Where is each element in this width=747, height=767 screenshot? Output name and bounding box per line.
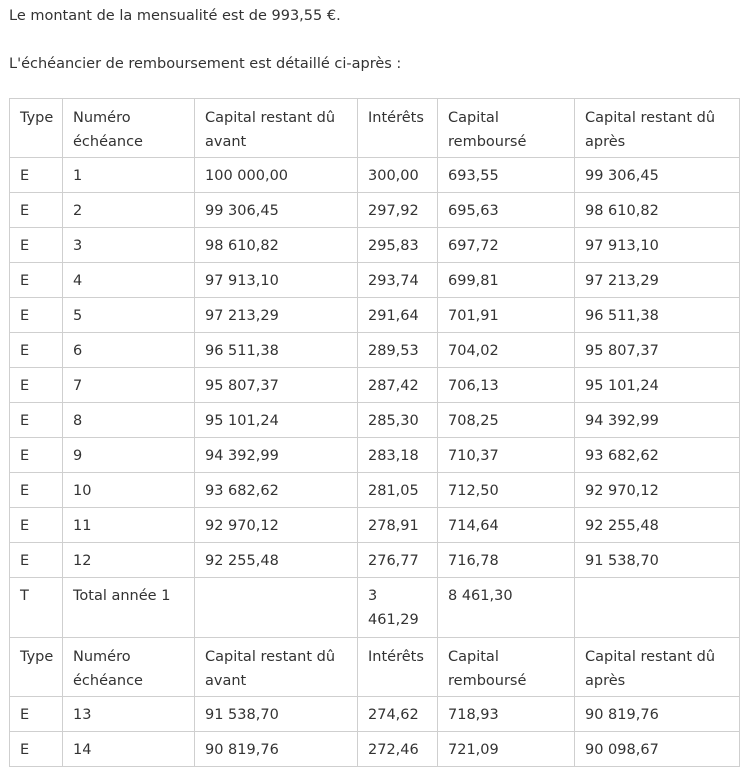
cell-capital-before: 92 255,48 xyxy=(195,543,358,578)
cell-interest: 3 461,29 xyxy=(358,578,438,638)
total-row xyxy=(10,578,740,638)
cell-interest: 274,62 xyxy=(358,697,438,732)
cell-capital-before: 94 392,99 xyxy=(195,438,358,473)
table-row xyxy=(10,158,740,193)
table-row xyxy=(10,333,740,368)
table-row xyxy=(10,298,740,333)
cell-capital-before: 96 511,38 xyxy=(195,333,358,368)
cell-installment-number: 8 xyxy=(63,403,195,438)
cell-capital-after: 90 098,67 xyxy=(575,732,740,767)
cell-installment-number: 3 xyxy=(63,228,195,263)
header-installment-number: Numéro échéance xyxy=(63,99,195,158)
cell-capital-repaid: 710,37 xyxy=(438,438,575,473)
cell-capital-before: 97 913,10 xyxy=(195,263,358,298)
cell-capital-after: 95 101,24 xyxy=(575,368,740,403)
cell-interest: 289,53 xyxy=(358,333,438,368)
cell-capital-repaid: 701,91 xyxy=(438,298,575,333)
table-header-row xyxy=(10,99,740,158)
cell-capital-after: 92 970,12 xyxy=(575,473,740,508)
cell-capital-repaid: 708,25 xyxy=(438,403,575,438)
cell-capital-after: 97 213,29 xyxy=(575,263,740,298)
header-capital-after: Capital restant dû après xyxy=(575,99,740,158)
cell-type: E xyxy=(10,438,63,473)
header-capital-before: Capital restant dû avant xyxy=(195,99,358,158)
cell-interest: 300,00 xyxy=(358,158,438,193)
header-capital-repaid: Capital remboursé xyxy=(438,638,575,697)
cell-installment-number: 12 xyxy=(63,543,195,578)
cell-capital-before: 99 306,45 xyxy=(195,193,358,228)
header-installment-number: Numéro échéance xyxy=(63,638,195,697)
cell-capital-repaid: 699,81 xyxy=(438,263,575,298)
cell-capital-before: 100 000,00 xyxy=(195,158,358,193)
cell-interest: 297,92 xyxy=(358,193,438,228)
cell-capital-repaid: 716,78 xyxy=(438,543,575,578)
table-row xyxy=(10,473,740,508)
cell-installment-number: Total année 1 xyxy=(63,578,195,638)
cell-capital-after: 98 610,82 xyxy=(575,193,740,228)
cell-capital-before xyxy=(195,578,358,638)
cell-capital-after: 94 392,99 xyxy=(575,403,740,438)
cell-capital-repaid: 706,13 xyxy=(438,368,575,403)
cell-installment-number: 7 xyxy=(63,368,195,403)
cell-installment-number: 13 xyxy=(63,697,195,732)
header-capital-repaid: Capital remboursé xyxy=(438,99,575,158)
cell-capital-repaid: 695,63 xyxy=(438,193,575,228)
table-row xyxy=(10,263,740,298)
cell-type: T xyxy=(10,578,63,638)
cell-interest: 291,64 xyxy=(358,298,438,333)
cell-capital-repaid: 697,72 xyxy=(438,228,575,263)
table-row xyxy=(10,732,740,767)
cell-type: E xyxy=(10,333,63,368)
cell-capital-after: 96 511,38 xyxy=(575,298,740,333)
cell-interest: 283,18 xyxy=(358,438,438,473)
cell-capital-repaid: 704,02 xyxy=(438,333,575,368)
header-capital-before: Capital restant dû avant xyxy=(195,638,358,697)
cell-capital-before: 95 101,24 xyxy=(195,403,358,438)
header-interest: Intérêts xyxy=(358,638,438,697)
cell-installment-number: 4 xyxy=(63,263,195,298)
cell-capital-repaid: 8 461,30 xyxy=(438,578,575,638)
cell-type: E xyxy=(10,298,63,333)
header-type: Type xyxy=(10,99,63,158)
cell-installment-number: 1 xyxy=(63,158,195,193)
cell-capital-repaid: 693,55 xyxy=(438,158,575,193)
table-row xyxy=(10,193,740,228)
cell-capital-before: 97 213,29 xyxy=(195,298,358,333)
cell-type: E xyxy=(10,193,63,228)
cell-type: E xyxy=(10,473,63,508)
table-row xyxy=(10,697,740,732)
cell-installment-number: 2 xyxy=(63,193,195,228)
cell-installment-number: 9 xyxy=(63,438,195,473)
cell-capital-after: 93 682,62 xyxy=(575,438,740,473)
table-row xyxy=(10,543,740,578)
cell-capital-before: 90 819,76 xyxy=(195,732,358,767)
cell-capital-repaid: 714,64 xyxy=(438,508,575,543)
cell-type: E xyxy=(10,732,63,767)
cell-capital-before: 93 682,62 xyxy=(195,473,358,508)
cell-type: E xyxy=(10,158,63,193)
cell-interest: 287,42 xyxy=(358,368,438,403)
cell-capital-before: 95 807,37 xyxy=(195,368,358,403)
header-interest: Intérêts xyxy=(358,99,438,158)
cell-type: E xyxy=(10,403,63,438)
cell-type: E xyxy=(10,263,63,298)
table-row xyxy=(10,508,740,543)
cell-capital-after: 95 807,37 xyxy=(575,333,740,368)
cell-capital-before: 98 610,82 xyxy=(195,228,358,263)
monthly-payment-text: Le montant de la mensualité est de 993,55 €. xyxy=(9,8,341,24)
cell-capital-after: 99 306,45 xyxy=(575,158,740,193)
cell-interest: 276,77 xyxy=(358,543,438,578)
schedule-table-body xyxy=(10,99,740,767)
cell-capital-after: 92 255,48 xyxy=(575,508,740,543)
cell-installment-number: 11 xyxy=(63,508,195,543)
schedule-intro-text: L'échéancier de remboursement est détaillé ci-après : xyxy=(9,56,402,72)
cell-capital-before: 91 538,70 xyxy=(195,697,358,732)
table-row xyxy=(10,368,740,403)
cell-type: E xyxy=(10,228,63,263)
cell-interest: 293,74 xyxy=(358,263,438,298)
cell-interest: 278,91 xyxy=(358,508,438,543)
cell-installment-number: 14 xyxy=(63,732,195,767)
table-row xyxy=(10,403,740,438)
table-row xyxy=(10,438,740,473)
table-header-row xyxy=(10,638,740,697)
cell-type: E xyxy=(10,697,63,732)
cell-installment-number: 10 xyxy=(63,473,195,508)
cell-interest: 281,05 xyxy=(358,473,438,508)
cell-interest: 272,46 xyxy=(358,732,438,767)
header-type: Type xyxy=(10,638,63,697)
cell-capital-after: 91 538,70 xyxy=(575,543,740,578)
cell-capital-after: 97 913,10 xyxy=(575,228,740,263)
header-capital-after: Capital restant dû après xyxy=(575,638,740,697)
cell-interest: 295,83 xyxy=(358,228,438,263)
cell-installment-number: 6 xyxy=(63,333,195,368)
cell-capital-after: 90 819,76 xyxy=(575,697,740,732)
cell-interest: 285,30 xyxy=(358,403,438,438)
cell-capital-after xyxy=(575,578,740,638)
cell-capital-repaid: 712,50 xyxy=(438,473,575,508)
cell-capital-repaid: 721,09 xyxy=(438,732,575,767)
cell-capital-before: 92 970,12 xyxy=(195,508,358,543)
repayment-schedule-table xyxy=(9,98,740,767)
table-row xyxy=(10,228,740,263)
cell-capital-repaid: 718,93 xyxy=(438,697,575,732)
cell-type: E xyxy=(10,543,63,578)
cell-installment-number: 5 xyxy=(63,298,195,333)
cell-type: E xyxy=(10,508,63,543)
cell-type: E xyxy=(10,368,63,403)
